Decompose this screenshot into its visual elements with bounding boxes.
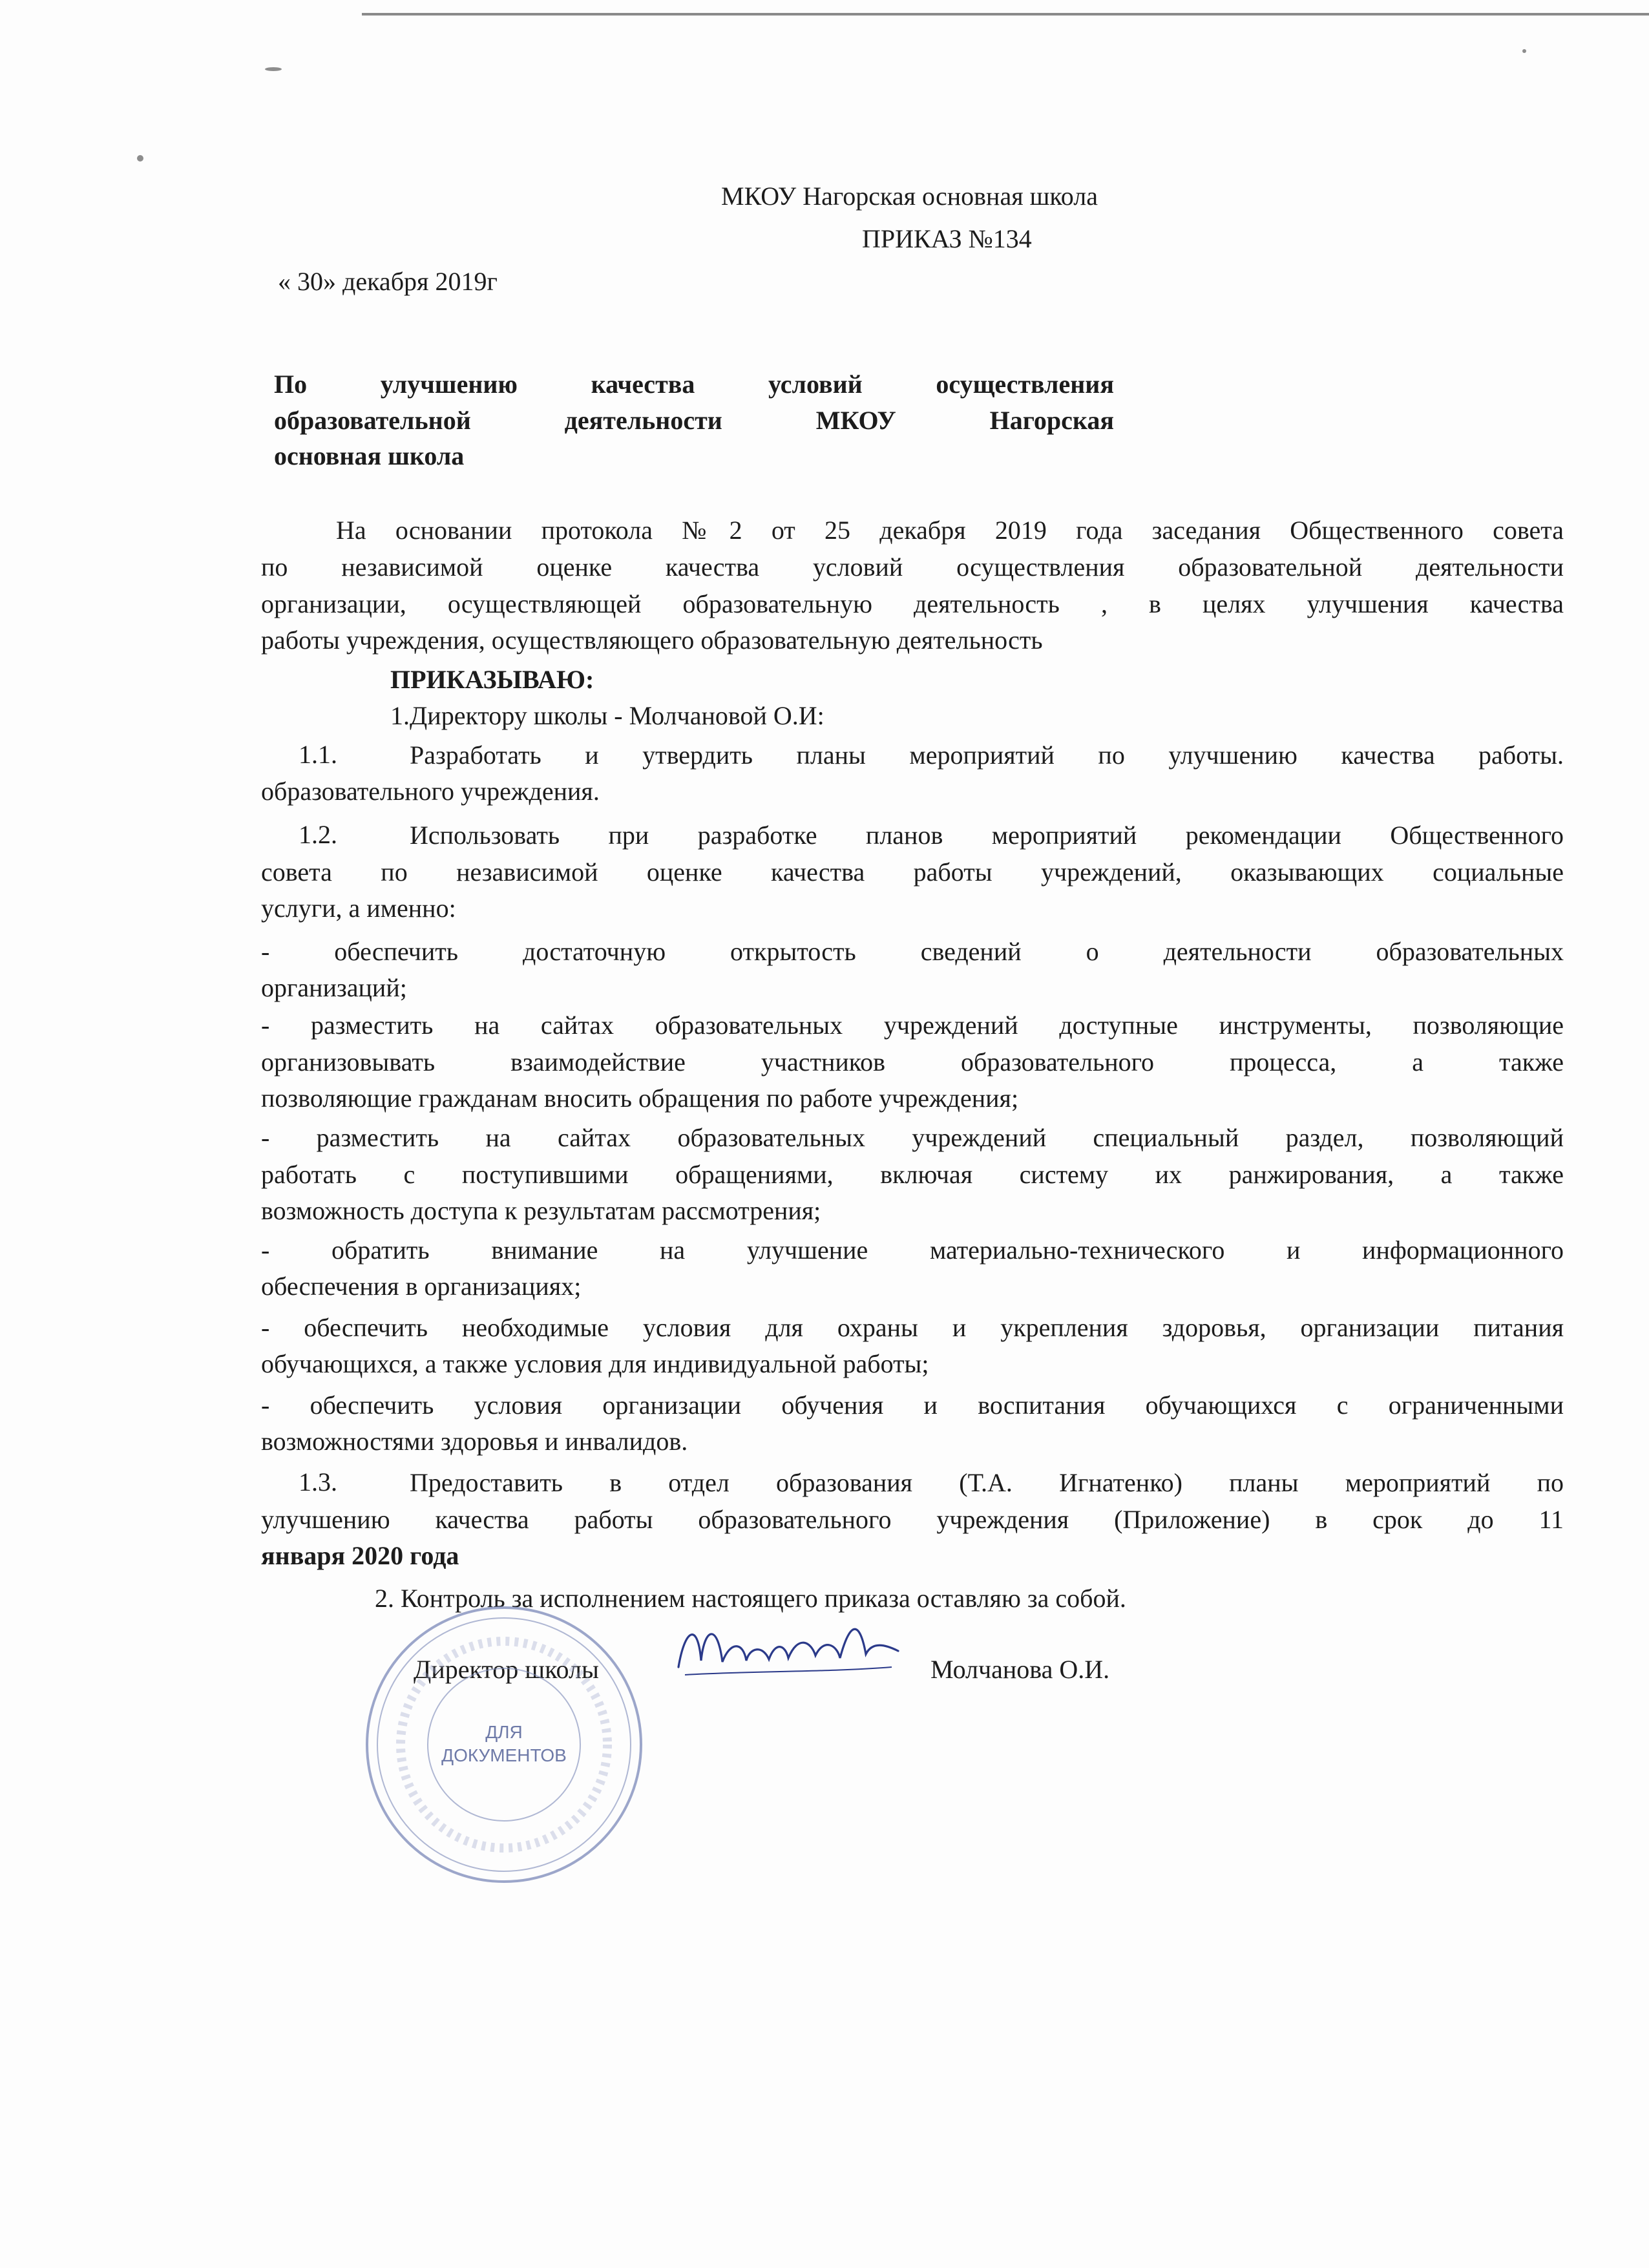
item-1-3-number: 1.3.	[299, 1467, 337, 1496]
item-1-2-line: Использовать при разработке планов мероприятий рекомендации Общественного	[410, 821, 1564, 850]
bullet-line: обучающихся, а также условия для индивидуальной работы;	[261, 1349, 929, 1378]
item-1-3-line: Предоставить в отдел образования (Т.А. Игнатенко) планы мероприятий по	[410, 1468, 1564, 1497]
school-name: МКОУ Нагорская основная школа	[721, 182, 1098, 211]
subject-line: По улучшению качества условий осуществления	[274, 370, 1114, 399]
item-1-1-number: 1.1.	[299, 740, 337, 769]
bullet-line: - разместить на сайтах образовательных учреждений специальный раздел, позволяющий	[261, 1123, 1564, 1152]
subject-line: образовательной деятельности МКОУ Нагорская	[274, 406, 1114, 435]
item-1-1-line: Разработать и утвердить планы мероприятий по улучшению качества работы.	[410, 740, 1564, 770]
item-1-1-line: образовательного учреждения.	[261, 777, 600, 806]
scan-edge-line	[362, 13, 1649, 16]
signature-role: Директор школы	[414, 1655, 599, 1684]
bullet-line: работать с поступившими обращениями, включая систему их ранжирования, а также	[261, 1160, 1564, 1189]
item-1: 1.Директору школы - Молчановой О.И:	[390, 701, 824, 730]
scan-speck	[265, 67, 282, 71]
bullet-line: - разместить на сайтах образовательных учреждений доступные инструменты, позволяющие	[261, 1011, 1564, 1040]
order-date: « 30» декабря 2019г	[278, 267, 498, 296]
scan-speck	[137, 155, 143, 162]
item-1-2-number: 1.2.	[299, 820, 337, 849]
bullet-line: организовывать взаимодействие участников образовательного процесса, а также	[261, 1047, 1564, 1076]
item-1-2-line: совета по независимой оценке качества работы учреждений, оказывающих социальные	[261, 857, 1564, 887]
preamble-line: На основании протокола №2 от 25 декабря 2019 года заседания Общественного совета	[336, 516, 1564, 545]
bullet-line: - обеспечить условия организации обучения и воспитания обучающихся с ограниченными	[261, 1391, 1564, 1420]
bullet-line: возможность доступа к результатам рассмотрения;	[261, 1196, 821, 1225]
bullet-line: обеспечения в организациях;	[261, 1272, 582, 1301]
item-2: 2. Контроль за исполнением настоящего приказа оставляю за собой.	[375, 1584, 1126, 1613]
order-number: ПРИКАЗ №134	[862, 224, 1032, 253]
preamble-line: работы учреждения, осуществляющего образовательную деятельность	[261, 625, 1043, 655]
item-1-2-line: услуги, а именно:	[261, 894, 456, 923]
preamble-line: по независимой оценке качества условий осуществления образовательной деятельности	[261, 552, 1564, 582]
handwritten-signature	[672, 1615, 905, 1686]
order-word: ПРИКАЗЫВАЮ:	[390, 665, 594, 694]
bullet-line: позволяющие гражданам вносить обращения по работе учреждения;	[261, 1084, 1019, 1113]
signature-name: Молчанова О.И.	[930, 1655, 1110, 1684]
bullet-line: - обеспечить достаточную открытость сведений о деятельности образовательных	[261, 937, 1564, 966]
stamp-center-text: ДЛЯ	[485, 1722, 523, 1742]
preamble-line: организации, осуществляющей образовательную деятельность , в целях улучшения качества	[261, 589, 1564, 618]
item-1-3-deadline: января 2020 года	[261, 1541, 459, 1570]
bullet-line: организаций;	[261, 973, 407, 1002]
subject-line: основная школа	[274, 441, 465, 470]
bullet-line: - обратить внимание на улучшение материально-технического и информационного	[261, 1235, 1564, 1265]
item-1-3-line: улучшению качества работы образовательного учреждения (Приложение) в срок до 11	[261, 1505, 1564, 1534]
stamp-center-text: ДОКУМЕНТОВ	[441, 1745, 567, 1765]
bullet-line: - обеспечить необходимые условия для охраны и укрепления здоровья, организации питания	[261, 1313, 1564, 1342]
scan-speck	[1522, 49, 1526, 53]
round-stamp	[362, 1602, 646, 1887]
bullet-line: возможностями здоровья и инвалидов.	[261, 1427, 688, 1456]
